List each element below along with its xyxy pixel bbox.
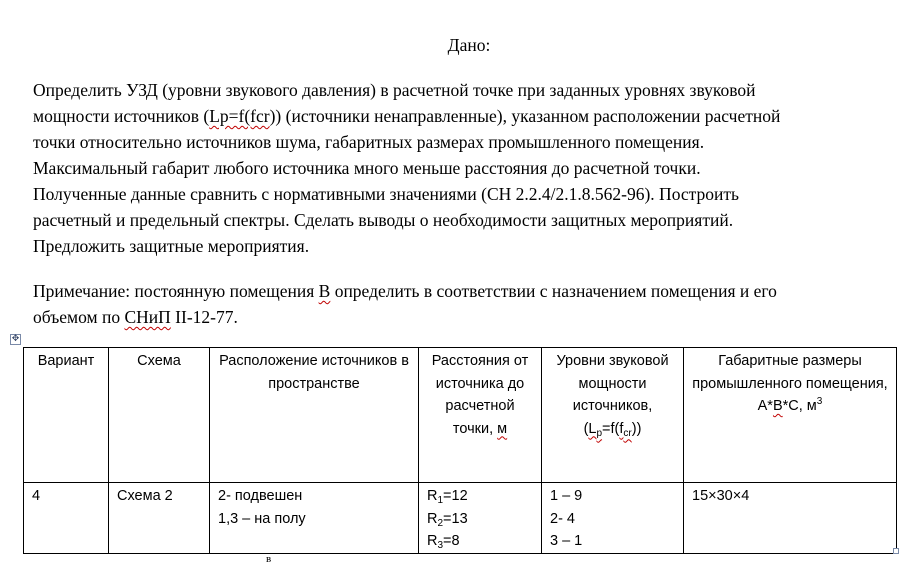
- task-line-1: Определить УЗД (уровни звукового давления) в расчетной точке при заданных уровнях звуковой: [33, 80, 756, 100]
- task-line-7: Предложить защитные мероприятия.: [33, 236, 310, 256]
- task-line-4: Максимальный габарит любого источника много меньше расстояния до расчетной точки.: [33, 158, 701, 178]
- resize-square-icon[interactable]: [893, 548, 899, 554]
- stray-text: в: [266, 553, 272, 565]
- task-line-6: расчетный и предельный спектры. Сделать выводы о необходимости защитных мероприятий.: [33, 210, 734, 230]
- task-line-2: мощности источников (Lp=f(fcr)) (источники ненаправленные), указанном расположении расчетной: [33, 106, 781, 126]
- header-scheme: Схема: [109, 348, 210, 483]
- cell-room-dimensions: 15×30×4: [684, 483, 897, 554]
- cell-variant: 4: [24, 483, 109, 554]
- task-line-3: точки относительно источников шума, габаритных размерах промышленного помещения.: [33, 132, 705, 152]
- cell-scheme: Схема 2: [109, 483, 210, 554]
- note-line-1: Примечание: постоянную помещения В определить в соответствии с назначением помещения и его: [33, 281, 777, 301]
- spellcheck-underlined-word: СНиП: [124, 307, 171, 327]
- spellcheck-underlined-word: В: [318, 281, 331, 301]
- cell-power-levels: 1 – 9 2- 4 3 – 1: [542, 483, 684, 554]
- move-cross-icon[interactable]: ✥: [11, 334, 20, 344]
- data-table: [23, 347, 897, 554]
- header-distances: Расстояния от источника до расчетной точки, м: [419, 348, 542, 483]
- header-power-levels: Уровни звуковой мощности источников, $(L_p=f(f_{cr}))$: [542, 348, 684, 483]
- header-room-dimensions: Габаритные размеры промышленного помещения, А*В*С, $м^3$: [684, 348, 897, 483]
- header-variant: Вариант: [24, 348, 109, 483]
- table-header-row: [24, 348, 897, 483]
- cell-location: 2- подвешен 1,3 – на полу: [210, 483, 419, 554]
- document-title: Дано:: [447, 35, 491, 55]
- task-line-5: Полученные данные сравнить с нормативными значениями (СН 2.2.4/2.1.8.562-96). Построить: [33, 184, 740, 204]
- cell-distances: $R_1=12$ $R_2=13$ $R_3=8$: [419, 483, 542, 554]
- note-line-2: объемом по СНиП II-12-77.: [33, 307, 238, 327]
- spellcheck-underlined-word: Lp=f(fcr: [209, 106, 270, 126]
- header-location: Расположение источников в пространстве: [210, 348, 419, 483]
- table-row: [24, 483, 897, 554]
